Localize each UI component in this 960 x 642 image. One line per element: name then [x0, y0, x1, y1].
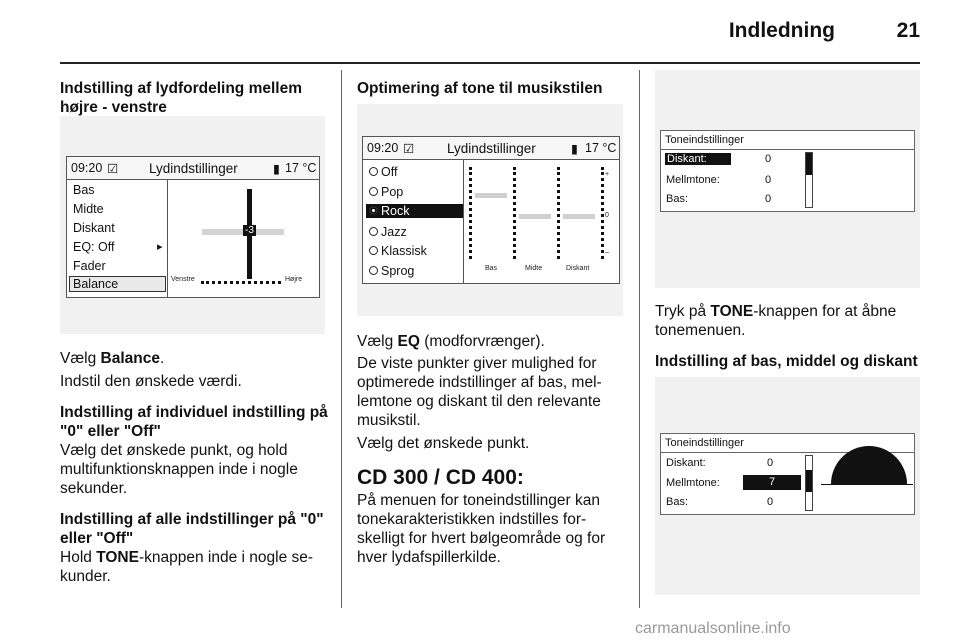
clock: 09:20: [71, 161, 103, 175]
p3: Vælg det ønskede punkt, og hold multifunktionsknappen inde i nogle sekunder.: [60, 442, 298, 497]
menu-item-fader[interactable]: Fader: [73, 259, 106, 273]
radio-icon: [369, 187, 378, 196]
column-divider-2: [639, 70, 640, 608]
preset-klassisk[interactable]: [369, 244, 427, 258]
preset-label: Sprog: [381, 264, 415, 278]
tone-row-mellem-label[interactable]: Mellmtone:: [666, 174, 720, 186]
scroll-thumb: [806, 153, 812, 175]
tone-row-bas-value: 0: [765, 193, 772, 205]
tone-row-bas-label[interactable]: Bas:: [666, 496, 689, 508]
tone-scrollbar[interactable]: [805, 455, 813, 511]
tone-row-diskant-label[interactable]: Diskant:: [665, 153, 731, 165]
watermark: carmanualsonline.info: [635, 620, 791, 637]
preset-sprog[interactable]: [369, 264, 414, 278]
status-bar: [363, 137, 619, 160]
scale-minus: –: [605, 249, 609, 256]
tone-row-diskant-value: 0: [765, 153, 772, 165]
balance-screen: [66, 156, 320, 298]
eq-heading: Optimering af tone til musikstilen: [357, 80, 603, 97]
check-icon: ☑: [403, 142, 415, 156]
tone-row-diskant-value: 0: [767, 457, 774, 469]
balance-value: -3: [245, 225, 254, 236]
tone-row-mellem-value: 0: [765, 174, 772, 186]
eq-dots-3: [557, 167, 562, 259]
menu-item-balance[interactable]: Balance: [69, 276, 166, 292]
eq-bar-bas: [475, 193, 507, 198]
header-rule: [60, 62, 920, 64]
menu-divider: [463, 160, 464, 283]
tone-title-rule: [661, 149, 914, 150]
menu-item-midte[interactable]: Midte: [73, 202, 104, 216]
preset-pop[interactable]: [369, 185, 403, 199]
band-label-bas: Bas: [485, 265, 498, 272]
eq-bar-diskant: [563, 214, 595, 219]
eq-dots-2: [513, 167, 518, 259]
radio-selected-icon: [369, 206, 378, 215]
clock: 09:20: [367, 141, 399, 155]
eq-screen-panel: [357, 104, 623, 316]
thermometer-icon: ▮: [571, 142, 578, 156]
p4-prefix: Hold: [60, 549, 97, 566]
p4: På menuen for toneindstillinger kan tonekarakteristikken indstilles for-skelligt for hvert bølgeområde og for hver lydafspillerkilde.: [357, 492, 606, 566]
menu-item-eq[interactable]: EQ: Off: [73, 240, 115, 254]
check-icon: ☑: [107, 162, 119, 176]
tone-term: TONE: [710, 303, 754, 320]
tone-row-mellem-value: 7: [743, 475, 801, 490]
preset-label: Klassisk: [381, 244, 427, 258]
status-bar: [67, 157, 319, 180]
right-label: Højre: [285, 276, 303, 283]
menu-item-bas[interactable]: Bas: [73, 183, 95, 197]
radio-icon: [369, 227, 378, 236]
col1-text: [60, 349, 330, 586]
p2: Indstil den ønskede værdi.: [60, 373, 242, 390]
all-reset-heading: Indstilling af alle indstillinger på "0" eller "Off": [60, 511, 324, 547]
eq-term: EQ: [397, 333, 420, 350]
tone-screen-panel-2: [655, 377, 920, 595]
thermometer-icon: ▮: [273, 162, 280, 176]
page-number: 21: [896, 19, 920, 42]
p4-suffix: -knappen inde i nogle se-kunder.: [60, 549, 314, 585]
eq-bar-midte: [519, 214, 551, 219]
eq-dots-1: [469, 167, 474, 259]
radio-icon: [369, 246, 378, 255]
temperature: 17 °C: [585, 141, 617, 155]
preset-label: Rock: [381, 204, 410, 218]
balance-screen-panel: [60, 116, 325, 334]
p1-prefix: Vælg: [357, 333, 398, 350]
tone-term: TONE: [96, 549, 139, 566]
preset-off[interactable]: [369, 165, 397, 179]
column-divider-1: [341, 70, 342, 608]
p1-suffix: (modforvrænger).: [419, 333, 545, 350]
individual-reset-heading: Indstilling af individuel indstilling på "0" eller "Off": [60, 404, 328, 440]
left-label: Venstre: [171, 276, 195, 283]
screen-title: Lydindstillinger: [149, 161, 238, 176]
p1-prefix: Vælg: [60, 350, 101, 367]
tone-row-bas-label[interactable]: Bas:: [666, 193, 689, 205]
chevron-right-icon: ▸: [157, 241, 163, 253]
p1-suffix: .: [159, 350, 165, 367]
balance-heading: Indstilling af lydfordeling mellem højre - venstre: [60, 80, 302, 116]
tone-screen-1: [660, 130, 915, 212]
menu-item-diskant[interactable]: Diskant: [73, 221, 115, 235]
band-label-diskant: Diskant: [566, 265, 590, 272]
eq-screen: [362, 136, 620, 284]
radio-icon: [369, 167, 378, 176]
p1-suffix: -knappen for at åbne tonemenuen.: [655, 303, 897, 339]
preset-label: Pop: [381, 185, 404, 199]
balance-term: Balance: [100, 350, 160, 367]
balance-scale: [201, 281, 281, 284]
cd-heading: CD 300 / CD 400:: [357, 466, 524, 489]
preset-rock[interactable]: [366, 204, 463, 218]
tone-row-diskant-label[interactable]: Diskant:: [666, 457, 706, 469]
screen-title: Lydindstillinger: [447, 141, 536, 156]
tone-screen-panel-1: [655, 70, 920, 288]
p1-prefix: Tryk på: [655, 303, 711, 320]
col3-text: [655, 302, 925, 371]
header-title: Indledning: [728, 19, 835, 42]
tone-row-bas-value: 0: [767, 496, 774, 508]
scale-plus: +: [605, 171, 610, 178]
preset-jazz[interactable]: [369, 225, 407, 239]
radio-icon: [369, 266, 378, 275]
bass-mid-treble-heading: Indstilling af bas, middel og diskant: [655, 353, 918, 370]
temperature: 17 °C: [285, 161, 317, 175]
tone-screen-2: [660, 433, 915, 515]
tone-row-mellem-label[interactable]: Mellmtone:: [666, 477, 720, 489]
preset-label: Jazz: [381, 225, 407, 239]
band-label-midte: Midte: [525, 265, 543, 272]
p3: Vælg det ønskede punkt.: [357, 435, 530, 452]
scroll-thumb: [806, 470, 812, 492]
preset-label: Off: [381, 165, 398, 179]
scale-zero: 0: [605, 212, 609, 219]
tone-title: Toneindstillinger: [665, 134, 744, 146]
p2: De viste punkter giver mulighed for optimerede indstillinger af bas, mel-lemtone og diskant til den relevante musikstil.: [357, 355, 602, 429]
menu-divider: [167, 180, 168, 297]
tone-scrollbar[interactable]: [805, 152, 813, 208]
col2-text: [357, 332, 629, 567]
tone-curve-base: [821, 484, 913, 485]
tone-title: Toneindstillinger: [665, 437, 744, 449]
